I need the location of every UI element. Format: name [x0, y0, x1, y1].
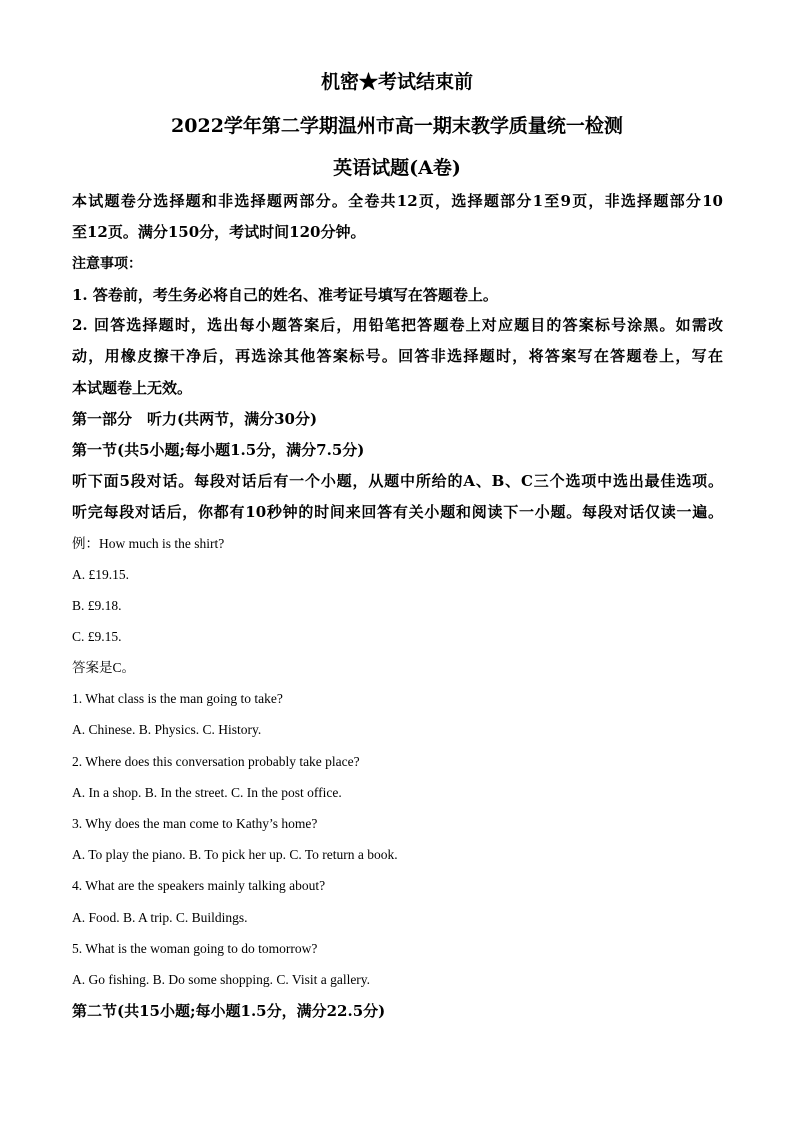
question-4-options: A. Food. B. A trip. C. Buildings. — [72, 910, 248, 925]
confidential-label: 机密★考试结束前 — [320, 71, 473, 93]
question-5-options: A. Go fishing. B. Do some shopping. C. Visit a gallery. — [72, 972, 371, 987]
note-item-2-line-3: 本试题卷上无效。 — [72, 379, 193, 397]
note-item-1: 1. 答卷前，考生务必将自己的姓名、准考证号填写在答题卷上。 — [72, 286, 498, 304]
example-option-b: B. £9.18. — [72, 598, 122, 613]
question-2: 2. Where does this conversation probably take place? — [72, 754, 360, 769]
question-4: 4. What are the speakers mainly talking about? — [72, 878, 326, 893]
note-item-2-line-1: 2. 回答选择题时，选出每小题答案后，用铅笔把答题卷上对应题目的答案标号涂黑。如需改 — [72, 316, 723, 334]
example-option-c: C. £9.15. — [72, 629, 122, 644]
example-option-a: A. £19.15. — [72, 567, 129, 582]
intro-line-1: 本试题卷分选择题和非选择题两部分。全卷共12页，选择题部分1至9页，非选择题部分10 — [72, 192, 723, 210]
instruction-line-1: 听下面5段对话。每段对话后有一个小题，从题中所给的A、B、C三个选项中选出最佳选项。 — [72, 472, 723, 490]
question-2-options: A. In a shop. B. In the street. C. In the post office. — [72, 785, 342, 800]
notes-heading: 注意事项： — [72, 256, 142, 272]
part1-heading: 第一部分 听力(共两节，满分30分) — [72, 410, 318, 428]
paper-title: 英语试题(A卷) — [333, 157, 461, 179]
example-answer: 答案是C。 — [72, 660, 136, 675]
question-1: 1. What class is the man going to take? — [72, 691, 283, 706]
section1-heading: 第一节(共5小题;每小题1.5分，满分7.5分) — [72, 441, 365, 459]
question-5: 5. What is the woman going to do tomorrow? — [72, 941, 318, 956]
question-3: 3. Why does the man come to Kathy’s home? — [72, 816, 318, 831]
question-1-options: A. Chinese. B. Physics. C. History. — [72, 722, 262, 737]
instruction-line-2: 听完每段对话后，你都有10秒钟的时间来回答有关小题和阅读下一小题。每段对话仅读一遍。 — [72, 503, 723, 521]
section2-heading: 第二节(共15小题;每小题1.5分，满分22.5分) — [72, 1002, 386, 1020]
note-item-2-line-2: 动，用橡皮擦干净后，再选涂其他答案标号。回答非选择题时，将答案写在答题卷上，写在 — [72, 347, 723, 365]
exam-title: 2022学年第二学期温州市高一期末教学质量统一检测 — [171, 115, 623, 137]
example-question: 例：How much is the shirt? — [72, 536, 225, 551]
question-3-options: A. To play the piano. B. To pick her up. C. To return a book. — [72, 847, 398, 862]
intro-line-2: 至12页。满分150分，考试时间120分钟。 — [72, 223, 366, 241]
